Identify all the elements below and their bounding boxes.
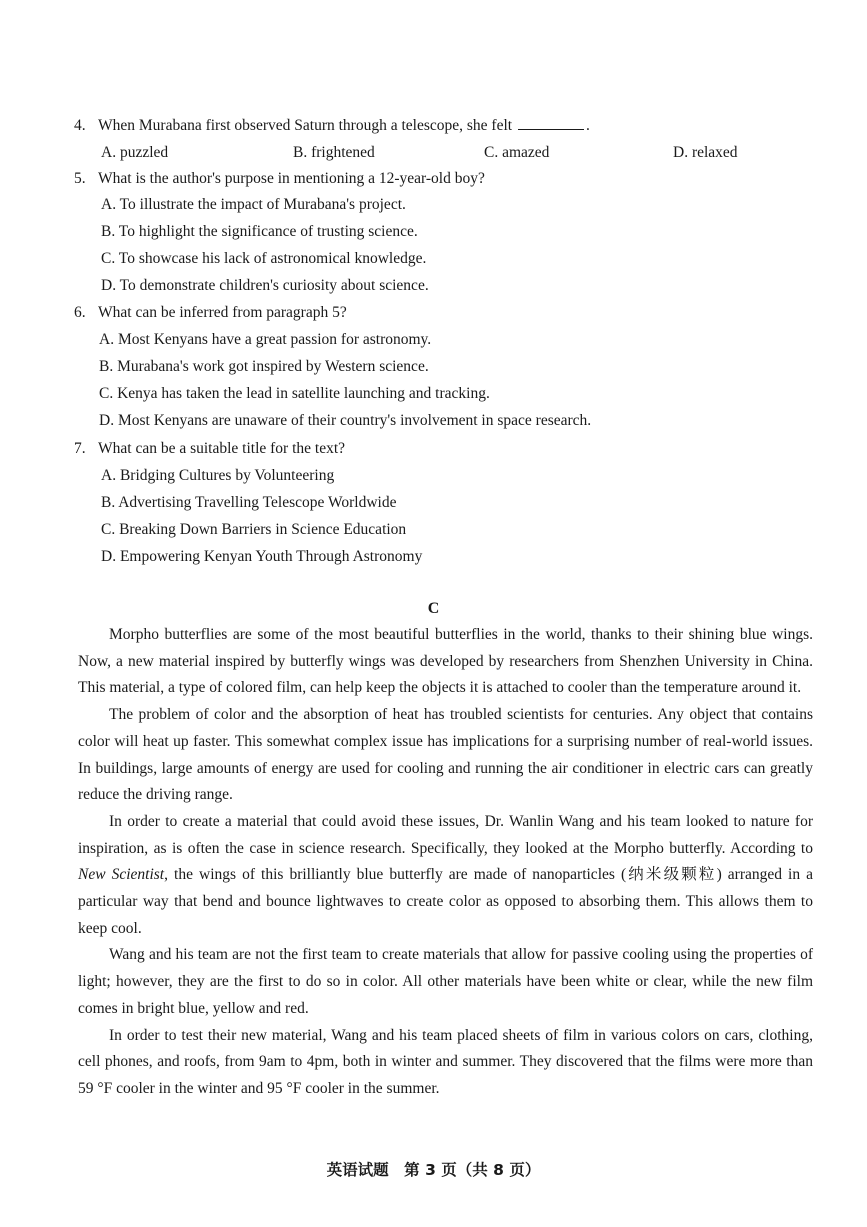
option-6a: A. Most Kenyans have a great passion for astronomy.	[99, 331, 432, 348]
question-6	[74, 303, 347, 323]
paragraph-5: In order to test their new material, Wang and his team placed sheets of film in various colors on cars, clothing, cell phones, and roofs, from 9am to 4pm, both in winter and summer. They discovered that the films were more than 59 °F cooler in the winter and 95 °F cooler in the summer.	[78, 1026, 813, 1097]
paragraph-4: Wang and his team are not the first team to create materials that allow for passive cooling using the properties of light; however, they are the first to do so in color. All other materials have been white or clear, while the new film comes in bright blue, yellow and red.	[78, 946, 813, 1017]
question-5	[74, 169, 485, 189]
question-number: 4.	[74, 117, 86, 134]
option-5b: B. To highlight the significance of trusting science.	[101, 223, 418, 240]
section-heading: C	[427, 600, 440, 617]
option-7b: B. Advertising Travelling Telescope Worldwide	[101, 494, 397, 511]
option-5d: D. To demonstrate children's curiosity about science.	[101, 277, 429, 294]
paragraph-3-text-cont: , the wings of this brilliantly blue butterfly are made of nanoparticles (纳米级颗粒) arranged in a particular way that bend and bounce lightwaves to create color as opposed to absorbing them. This allows them to keep cool.	[78, 866, 814, 937]
question-number: 7.	[74, 440, 86, 457]
option-6d: D. Most Kenyans are unaware of their country's involvement in space research.	[99, 412, 592, 429]
option-6c: C. Kenya has taken the lead in satellite launching and tracking.	[99, 385, 490, 402]
option-6b: B. Murabana's work got inspired by Western science.	[99, 358, 429, 375]
option-5c: C. To showcase his lack of astronomical knowledge.	[101, 250, 427, 267]
question-4	[74, 116, 590, 136]
passage-c	[78, 622, 813, 1103]
option-4a: A. puzzled	[101, 144, 169, 161]
option-4d: D. relaxed	[673, 144, 738, 161]
source-title: New Scientist	[78, 866, 165, 884]
paragraph-2: The problem of color and the absorption of heat has troubled scientists for centuries. Any object that contains color will heat up faster. This somewhat complex issue has implications for a surprising number of real-world issues. In buildings, large amounts of energy are used for cooling and running the air conditioner in electric cars can greatly reduce the driving range.	[78, 706, 813, 804]
option-5a: A. To illustrate the impact of Murabana's project.	[101, 196, 406, 213]
page-footer: 英语试题 第 3 页（共 8 页）	[326, 1161, 541, 1179]
question-stem: When Murabana first observed Saturn through a telescope, she felt	[98, 117, 513, 134]
option-7d: D. Empowering Kenyan Youth Through Astronomy	[101, 548, 423, 565]
paragraph-1: Morpho butterflies are some of the most beautiful butterflies in the world, thanks to their shining blue wings. Now, a new material inspired by butterfly wings was developed by researchers from Shenzhen University in China. This material, a type of colored film, can help keep the objects it is attached to cooler than the temperature around it.	[78, 626, 813, 697]
question-number: 5.	[74, 170, 86, 187]
option-4c: C. amazed	[484, 144, 550, 161]
question-7	[74, 439, 345, 459]
option-4b: B. frightened	[293, 144, 375, 161]
question-stem: What can be a suitable title for the text?	[98, 440, 346, 457]
question-stem: What is the author's purpose in mentioning a 12-year-old boy?	[98, 170, 485, 187]
question-stem-end: .	[585, 117, 590, 134]
paragraph-3-text: In order to create a material that could avoid these issues, Dr. Wanlin Wang and his team looked to nature for inspiration, as is often the case in science research. Specifically, they looked at the Morpho butterfly. According to	[78, 812, 813, 857]
question-stem: What can be inferred from paragraph 5?	[98, 304, 347, 321]
paragraph-3	[78, 809, 813, 943]
option-7a: A. Bridging Cultures by Volunteering	[101, 467, 335, 484]
question-number: 6.	[74, 304, 86, 321]
option-7c: C. Breaking Down Barriers in Science Education	[101, 521, 407, 538]
answer-blank	[518, 117, 584, 130]
